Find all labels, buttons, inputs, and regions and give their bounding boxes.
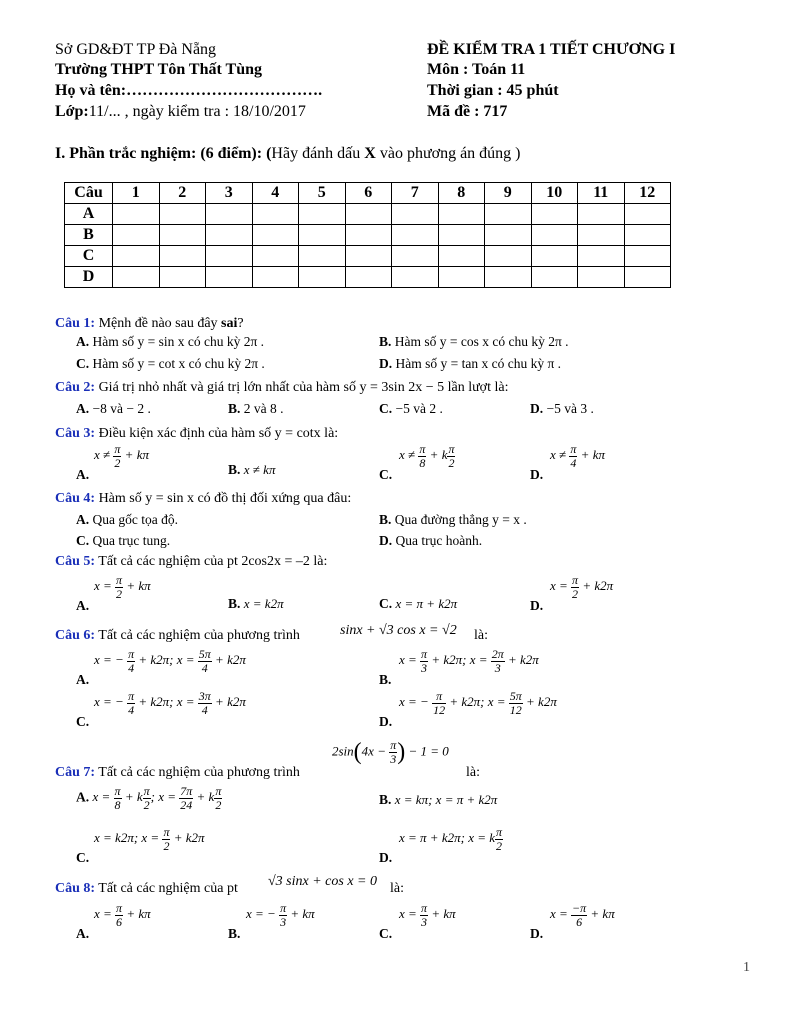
header-cell: 4 [252, 183, 299, 204]
question-text: Giá trị nhỏ nhất và giá trị lớn nhất của hàm số y = 3sin 2x − 5 lần lượt là: [95, 380, 509, 395]
answer-cell[interactable] [159, 225, 206, 246]
q2-option-a[interactable] [76, 401, 151, 417]
q6-option-b[interactable]: x = $\frac{\pi}{3}$ + k2π; x = $\frac{2\pi}{3}$ + k2π B. [379, 647, 539, 687]
answer-cell[interactable] [485, 225, 532, 246]
answer-cell[interactable] [345, 267, 392, 288]
answer-cell[interactable] [392, 225, 439, 246]
question-8 [55, 881, 238, 897]
header-cell: 7 [392, 183, 439, 204]
option-label: C. [76, 356, 90, 371]
section-instruction: Hãy đánh dấu [271, 145, 365, 162]
option-label: D. [379, 850, 393, 865]
q6-option-a[interactable]: x = − $\frac{\pi}{4}$ + k2π; x = $\frac{5\pi}{4}$ + k2π A. [76, 647, 246, 687]
header-cell: 1 [113, 183, 160, 204]
row-label: D [65, 267, 113, 288]
q7-equation: 2sin(4x − $\frac{\pi}{3}$ ) − 1 = 0 [332, 738, 449, 766]
student-name-line: Họ và tên:………………………………. [55, 82, 323, 99]
answer-cell[interactable] [345, 225, 392, 246]
section-instruction-end: vào phương án đúng ) [375, 145, 521, 162]
q4-option-c[interactable] [76, 533, 170, 549]
option-label: C. [76, 850, 90, 865]
q3-option-d[interactable]: x ≠ $\frac{\pi}{4}$ + kπ D. [530, 442, 605, 482]
answer-cell[interactable] [206, 267, 253, 288]
option-label: B. [228, 462, 241, 477]
q6-option-d[interactable]: x = − $\frac{\pi}{12}$ + k2π; x = $\frac{5\pi}{12}$ + k2π D. [379, 689, 557, 729]
option-label: A. [76, 401, 90, 416]
header-cell: 3 [206, 183, 253, 204]
question-text: Mệnh đề nào sau đây [95, 316, 222, 331]
option-text: Qua trục hoành. [395, 533, 483, 548]
answer-cell[interactable] [159, 204, 206, 225]
answer-cell[interactable] [624, 225, 671, 246]
answer-cell[interactable] [531, 204, 578, 225]
q7-end: là: [466, 765, 480, 780]
question-text: Tất cả các nghiệm của phương trình [95, 765, 300, 780]
answer-cell[interactable] [578, 204, 625, 225]
answer-cell[interactable] [392, 246, 439, 267]
section-heading: I. Phần trắc nghiệm: (6 điểm): ( [55, 145, 272, 162]
mark-x: X [364, 145, 376, 162]
option-label: B. [379, 672, 392, 687]
q1-option-b[interactable] [379, 334, 569, 350]
option-text: −5 và 2 . [395, 401, 443, 416]
option-label: C. [76, 533, 90, 548]
q3-option-c[interactable]: x ≠ $\frac{\pi}{8}$ + k $\frac{\pi}{2}$ C. [379, 442, 455, 482]
table-row [65, 204, 671, 225]
question-text: Điều kiện xác định của hàm số y = cotx là: [95, 426, 339, 441]
q8-option-b[interactable]: x = − $\frac{\pi}{3}$ + kπ B. [228, 901, 315, 941]
dept-name: Sở GD&ĐT TP Đà Nẵng [55, 41, 217, 58]
answer-cell[interactable] [624, 204, 671, 225]
header-cell: 8 [438, 183, 485, 204]
table-row [65, 225, 671, 246]
answer-cell[interactable] [392, 267, 439, 288]
q4-option-d[interactable] [379, 533, 482, 549]
class-date: 11/... , ngày kiểm tra : 18/10/2017 [88, 103, 306, 120]
exam-time: Thời gian : 45 phút [427, 82, 559, 99]
option-label: A. [76, 789, 90, 805]
q6-option-c[interactable]: x = − $\frac{\pi}{4}$ + k2π; x = $\frac{3\pi}{4}$ + k2π C. [76, 689, 246, 729]
option-text: 2 và 8 . [243, 401, 284, 416]
answer-cell[interactable] [252, 225, 299, 246]
answer-cell[interactable] [438, 225, 485, 246]
option-label: A. [76, 512, 90, 527]
option-label: B. [228, 401, 241, 416]
row-label: B [65, 225, 113, 246]
question-label: Câu 5: [55, 554, 96, 569]
question-6 [55, 628, 300, 644]
class-label: Lớp: [55, 103, 89, 120]
option-text: Hàm số y = tan x có chu kỳ π . [395, 356, 562, 371]
school-name: Trường THPT Tôn Thất Tùng [55, 61, 262, 78]
answer-cell[interactable] [485, 246, 532, 267]
question-text: Tất cả các nghiệm của pt 2cos2x = –2 là: [95, 554, 328, 569]
q1-option-a[interactable] [76, 334, 264, 350]
q5-option-d[interactable]: x = $\frac{\pi}{2}$ + k2π D. [530, 573, 614, 613]
q3-option-b[interactable] [228, 462, 275, 478]
option-text: x ≠ kπ [243, 462, 276, 477]
answer-cell[interactable] [299, 246, 346, 267]
question-7 [55, 765, 300, 781]
option-label: D. [379, 714, 393, 729]
question-label: Câu 7: [55, 765, 96, 780]
q6-equation: sinx + √3 cos x = √2 [340, 623, 457, 638]
option-label: D. [530, 926, 544, 941]
header-cell: 5 [299, 183, 346, 204]
option-text: Hàm số y = cot x có chu kỳ 2π . [92, 356, 265, 371]
row-label: C [65, 246, 113, 267]
option-text: Hàm số y = cos x có chu kỳ 2π . [394, 334, 569, 349]
q7-option-d[interactable]: x = π + k2π; x = k $\frac{\pi}{2}$ D. [379, 825, 503, 865]
answer-cell[interactable] [345, 246, 392, 267]
answer-cell[interactable] [206, 225, 253, 246]
table-row [65, 246, 671, 267]
option-label: B. [228, 596, 241, 611]
option-label: C. [76, 714, 90, 729]
option-label: C. [379, 596, 393, 611]
q8-option-d[interactable]: x = $\frac{-\pi}{6}$ + kπ D. [530, 901, 615, 941]
question-4 [55, 491, 351, 507]
answer-cell[interactable] [159, 267, 206, 288]
q7-option-c[interactable]: x = k2π; x = $\frac{\pi}{2}$ + k2π C. [76, 825, 205, 865]
option-text: −5 và 3 . [546, 401, 594, 416]
answer-cell[interactable] [113, 204, 160, 225]
question-text: Hàm số y = sin x có đồ thị đối xứng qua đâu: [95, 491, 352, 506]
q4-option-a[interactable] [76, 512, 178, 528]
q5-option-b[interactable] [228, 596, 284, 612]
answer-cell[interactable] [624, 267, 671, 288]
q8-option-c[interactable]: x = $\frac{\pi}{3}$ + kπ C. [379, 901, 456, 941]
option-label: C. [379, 467, 393, 482]
answer-table [64, 182, 671, 288]
answer-cell[interactable] [206, 204, 253, 225]
q4-option-b[interactable] [379, 512, 527, 528]
q1-option-c[interactable] [76, 356, 265, 372]
option-text: x = k2π [243, 596, 284, 611]
answer-cell[interactable] [113, 246, 160, 267]
section-title [55, 145, 521, 163]
question-label: Câu 1: [55, 316, 96, 331]
option-text: Qua đường thẳng y = x . [394, 512, 527, 527]
answer-cell[interactable] [113, 267, 160, 288]
option-label: A. [76, 598, 90, 613]
question-text: Tất cả các nghiệm của pt [95, 881, 238, 896]
q6-end: là: [474, 628, 488, 643]
option-label: D. [530, 467, 544, 482]
option-text: Qua trục tung. [92, 533, 171, 548]
answer-cell[interactable] [531, 246, 578, 267]
exam-code: Mã đề : 717 [427, 103, 508, 120]
option-text: x = kπ; x = π + k2π [394, 792, 498, 807]
option-label: A. [76, 672, 90, 687]
question-label: Câu 4: [55, 491, 96, 506]
option-label: D. [530, 598, 544, 613]
answer-cell[interactable] [624, 246, 671, 267]
header-cell: 9 [485, 183, 532, 204]
page-number: 1 [743, 960, 750, 975]
answer-cell[interactable] [485, 204, 532, 225]
q8-end: là: [390, 881, 404, 896]
answer-cell[interactable] [438, 246, 485, 267]
option-label: D. [379, 356, 393, 371]
answer-cell[interactable] [252, 246, 299, 267]
q8-equation: √3 sinx + cos x = 0 [268, 874, 378, 889]
answer-cell[interactable] [206, 246, 253, 267]
option-label: A. [76, 467, 90, 482]
answer-cell[interactable] [438, 267, 485, 288]
header-cell: 2 [159, 183, 206, 204]
q7-option-a[interactable]: A. x = $\frac{\pi}{8}$ + k $\frac{\pi}{2}$ ; x = $\frac{7\pi}{24}$ + k $\frac{\pi}{2}$ [76, 784, 222, 812]
header-cell: 12 [624, 183, 671, 204]
header-cell: 11 [578, 183, 625, 204]
header-cell: 6 [345, 183, 392, 204]
q2-option-c[interactable] [379, 401, 443, 417]
q7-option-b[interactable] [379, 792, 497, 808]
class-line [55, 102, 306, 121]
answer-cell[interactable] [392, 204, 439, 225]
answer-cell[interactable] [531, 225, 578, 246]
answer-cell[interactable] [578, 225, 625, 246]
option-label: D. [379, 533, 393, 548]
answer-cell[interactable] [299, 267, 346, 288]
option-label: B. [379, 512, 392, 527]
answer-cell[interactable] [438, 204, 485, 225]
table-header-row [65, 183, 671, 204]
answer-cell[interactable] [485, 267, 532, 288]
option-label: D. [530, 401, 544, 416]
q3-option-a[interactable]: x ≠ $\frac{\pi}{2}$ + kπ A. [76, 442, 149, 482]
q1-option-d[interactable] [379, 356, 561, 372]
q8-option-a[interactable]: x = $\frac{\pi}{6}$ + kπ A. [76, 901, 151, 941]
exam-subject: Môn : Toán 11 [427, 61, 526, 78]
exam-title: ĐỀ KIỂM TRA 1 TIẾT CHƯƠNG I [427, 41, 676, 58]
question-2 [55, 380, 508, 396]
option-label: C. [379, 401, 393, 416]
answer-cell[interactable] [578, 246, 625, 267]
q5-option-a[interactable]: x = $\frac{\pi}{2}$ + kπ A. [76, 573, 151, 613]
question-label: Câu 3: [55, 426, 96, 441]
question-end: ? [237, 316, 244, 331]
answer-cell[interactable] [252, 204, 299, 225]
answer-cell[interactable] [299, 204, 346, 225]
header-cell: 10 [531, 183, 578, 204]
option-label: A. [76, 334, 90, 349]
option-label: B. [379, 334, 392, 349]
question-1 [55, 316, 244, 332]
header-cell: Câu [65, 183, 113, 204]
option-label: A. [76, 926, 90, 941]
option-label: C. [379, 926, 393, 941]
answer-cell[interactable] [113, 225, 160, 246]
question-5 [55, 554, 327, 570]
option-label: B. [379, 792, 392, 807]
answer-cell[interactable] [299, 225, 346, 246]
question-label: Câu 2: [55, 380, 96, 395]
question-3 [55, 426, 338, 442]
option-text: Hàm số y = sin x có chu kỳ 2π . [92, 334, 265, 349]
answer-cell[interactable] [159, 246, 206, 267]
option-label: B. [228, 926, 241, 941]
q2-option-b[interactable] [228, 401, 284, 417]
question-label: Câu 8: [55, 881, 96, 896]
answer-cell[interactable] [345, 204, 392, 225]
table-row [65, 267, 671, 288]
question-emphasis: sai [221, 316, 238, 331]
answer-cell[interactable] [578, 267, 625, 288]
option-text: −8 và − 2 . [92, 401, 151, 416]
question-text: Tất cả các nghiệm của phương trình [95, 628, 300, 643]
answer-cell[interactable] [531, 267, 578, 288]
answer-cell[interactable] [252, 267, 299, 288]
row-label: A [65, 204, 113, 225]
question-label: Câu 6: [55, 628, 96, 643]
option-text: Qua gốc tọa độ. [92, 512, 178, 527]
q5-option-c[interactable] [379, 596, 457, 612]
option-text: x = π + k2π [395, 596, 458, 611]
q2-option-d[interactable] [530, 401, 594, 417]
